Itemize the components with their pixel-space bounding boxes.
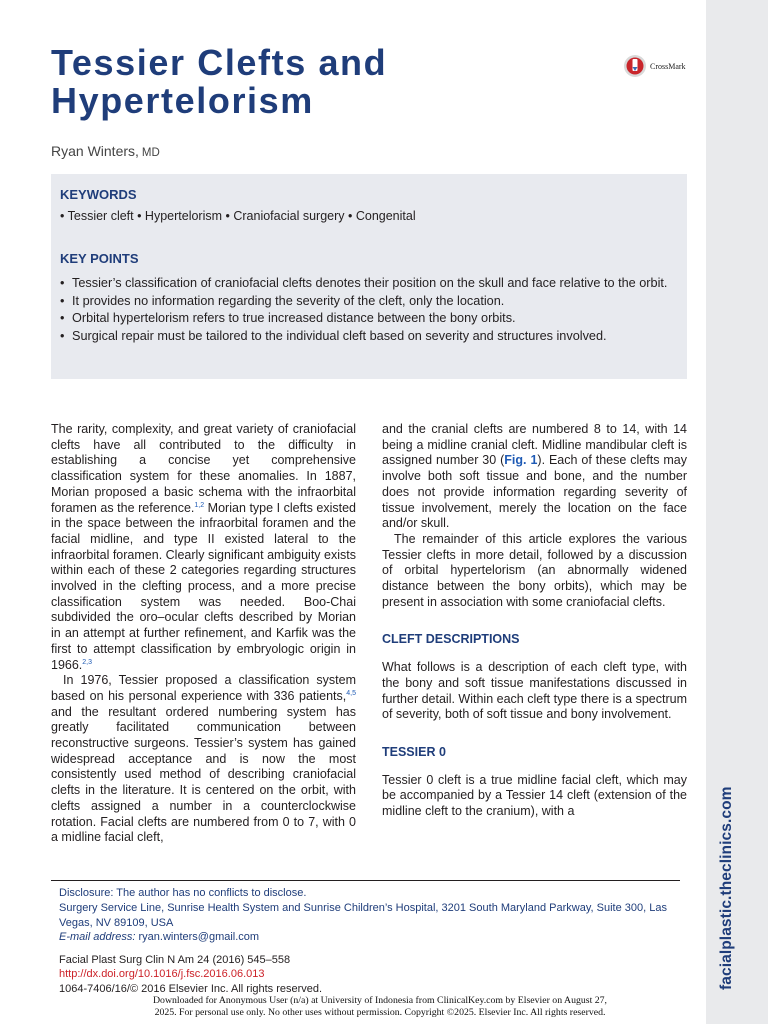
affiliation: Surgery Service Line, Sunrise Health System and Sunrise Children’s Hospital, 3201 South Maryland Parkway, Suite 300, Las Vegas, NV 89109, USA: [59, 902, 667, 929]
text-run: ). Each of these clefts may involve both soft tissue and bone, and the number does not provide information regarding severity of tissue involvement, merely the location on the face and/or skull.: [382, 453, 687, 531]
journal-url[interactable]: facialplastic.theclinics.com: [718, 786, 735, 990]
copyright-line: 1064-7406/16/© 2016 Elsevier Inc. All rights reserved.: [59, 983, 323, 995]
article-title: [51, 44, 387, 120]
title-line-2: Hypertelorism: [51, 80, 314, 121]
author-line: [51, 143, 160, 159]
body-column-left: [51, 422, 356, 846]
paragraph-cleft-descriptions: What follows is a description of each cleft type, with the bony and soft tissue manifestations discussed in further detail. Within each cleft type there is a spectrum of severity, both of soft tissue and bony involvement.: [382, 660, 687, 722]
paragraph-remainder: The remainder of this article explores the various Tessier clefts in more detail, followed by a discussion of orbital hypertelorism (an abnormally widened distance between the bony orbits), which may be present in association with some craniofacial clefts.: [382, 531, 687, 609]
key-point: • Surgical repair must be tailored to the individual cleft based on severity and structures involved.: [60, 329, 675, 344]
body-column-right: [382, 422, 687, 820]
disclosure: Disclosure: The author has no conflicts to disclose.: [59, 887, 307, 899]
download-notice-line-1: Downloaded for Anonymous User (n/a) at University of Indonesia from ClinicalKey.com by Elsevier on August 27,: [152, 995, 607, 1006]
section-heading-tessier-0: TESSIER 0: [382, 744, 446, 759]
download-notice: [120, 995, 640, 1018]
text-run: and the resultant ordered numbering system has greatly facilitated communication between reconstructive surgeons. Tessier’s system has gained widespread acceptance and is now the most consistently used method of describing craniofacial clefts in the literature. It is centered on the orbit, with clefts assigned a number in a counterclockwise rotation. Facial clefts are numbered from 0 to 7, with 0 a midline facial cleft,: [51, 704, 356, 845]
email-address[interactable]: ryan.winters@gmail.com: [138, 931, 260, 943]
paragraph-intro: [51, 422, 356, 673]
reference-link[interactable]: 4,5: [346, 689, 356, 697]
keywords-list: • Tessier cleft • Hypertelorism • Craniofacial surgery • Congenital: [60, 209, 416, 223]
crossmark-label: CrossMark: [650, 61, 686, 71]
key-point: • It provides no information regarding the severity of the cleft, only the location.: [60, 294, 675, 309]
reference-link[interactable]: 1,2: [194, 501, 205, 509]
email-label: E-mail address:: [59, 931, 136, 943]
paragraph-tessier-0: Tessier 0 cleft is a true midline facial cleft, which may be accompanied by a Tessier 14 cleft (extension of the midline cleft to the cranium), with a: [382, 772, 687, 819]
title-line-1: Tessier Clefts and: [51, 42, 388, 83]
section-heading-cleft-descriptions: CLEFT DESCRIPTIONS: [382, 632, 520, 647]
doi-link[interactable]: http://dx.doi.org/10.1016/j.fsc.2016.06.013: [59, 968, 265, 980]
journal-sidebar: [706, 0, 768, 1024]
key-point: • Tessier’s classification of craniofacial clefts denotes their position on the skull and face relative to the orbit.: [60, 276, 675, 291]
key-point: • Orbital hypertelorism refers to true increased distance between the bony orbits.: [60, 311, 675, 326]
journal-citation: Facial Plast Surg Clin N Am 24 (2016) 545–558: [59, 954, 291, 966]
email-line: [59, 930, 259, 945]
key-points-list: [60, 276, 675, 346]
text-run: The rarity, complexity, and great variety of craniofacial clefts have all contributed to the difficulty in establishing a concise yet comprehensive classification system for these anomalies. In 1887, Morian proposed a basic schema with the infraorbital foramen as the reference.: [51, 422, 356, 515]
footnote-divider: [51, 880, 680, 881]
paragraph-cranial-clefts: [382, 422, 687, 532]
reference-link[interactable]: 2,3: [82, 658, 93, 666]
author-degree: MD: [141, 147, 160, 159]
keywords-box: [51, 174, 687, 379]
download-notice-line-2: 2025. For personal use only. No other uses without permission. Copyright ©2025. Elsevier Inc. All rights reserved.: [154, 1006, 606, 1018]
text-run: Morian type I clefts existed in the space between the infraorbital foramen and the facial midline, and type II existed lateral to the infraorbital foramen. Clearly significant ambiguity exists within each of these 2 categories regarding structures involved in the clefting process, and a more precise classification system was needed. Boo-Chai subdivided the oro–ocular clefts described by Morian in an attempt at further refinement, and Karfik was the first to attempt classification by embryologic origin in 1966.: [51, 500, 356, 672]
author-name: Ryan Winters,: [51, 143, 139, 159]
figure-link[interactable]: Fig. 1: [504, 453, 538, 468]
paragraph-tessier-1976: [51, 673, 356, 846]
crossmark-badge[interactable]: [623, 54, 686, 78]
text-run: In 1976, Tessier proposed a classification system based on his personal experience with 336 patients,: [51, 673, 356, 703]
text-run: and the cranial clefts are numbered 8 to 14, with 14 being a midline cranial cleft. Midline mandibular cleft is assigned number 30 (: [382, 422, 687, 468]
key-points-heading: KEY POINTS: [60, 251, 139, 266]
crossmark-icon: [623, 54, 647, 78]
keywords-heading: KEYWORDS: [60, 187, 137, 202]
